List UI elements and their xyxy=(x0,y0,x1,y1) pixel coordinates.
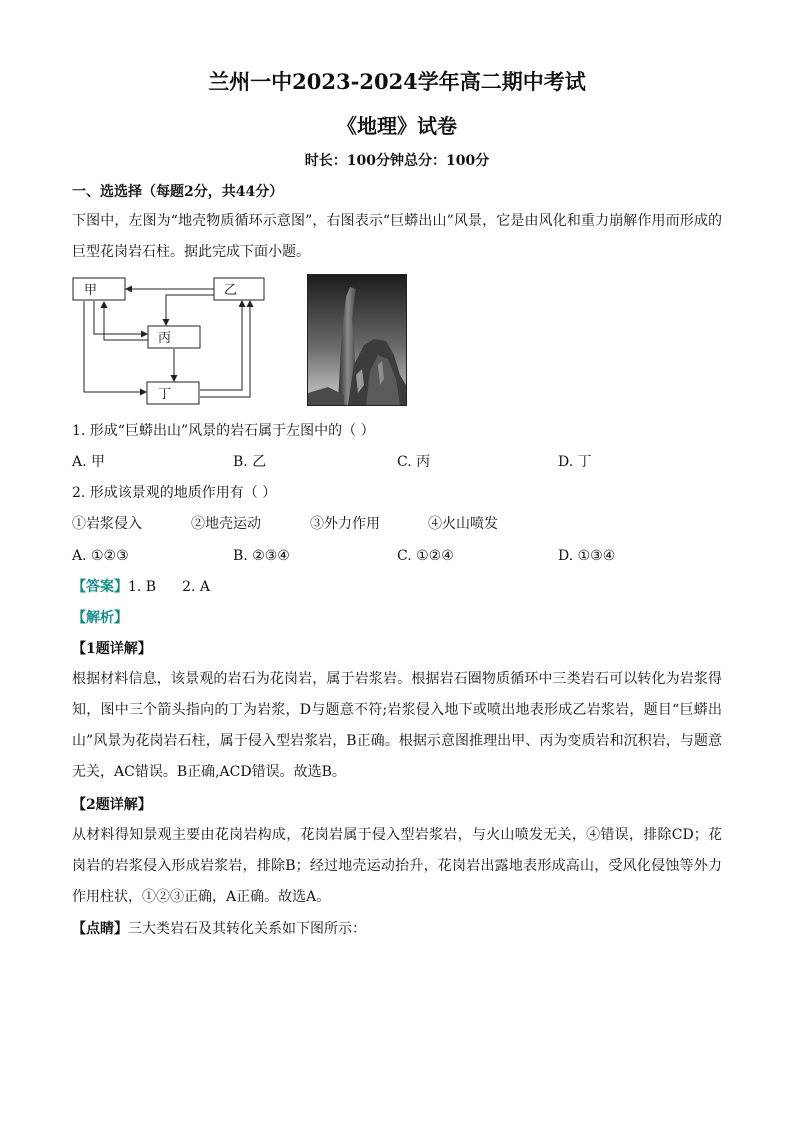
exam-title: 兰州一中2023-2024学年高二期中考试 xyxy=(208,69,586,94)
detail-2-label: 【2题详解】 xyxy=(72,797,152,813)
box-yi xyxy=(214,278,264,300)
tip-text: 三大类岩石及其转化关系如下图所示： xyxy=(128,921,366,937)
label-jia: 甲 xyxy=(84,283,98,298)
tip-line xyxy=(72,919,366,939)
exam-meta: 时长：100分钟总分：100分 xyxy=(304,153,490,169)
q2-option-c[interactable]: C. ①②④ xyxy=(397,548,454,564)
question-1-stem: 1. 形成“巨蟒出山”风景的岩石属于左图中的（ ） xyxy=(72,423,375,439)
answer-label: 【答案】 xyxy=(72,579,128,595)
label-bing: 丙 xyxy=(158,331,172,346)
section-heading: 一、选选择（每题2分，共44分） xyxy=(72,184,284,200)
detail-1-text: 根据材料信息，该景观的岩石为花岗岩，属于岩浆岩。根据岩石圈物质循环中三类岩石可以转化为岩浆得知，图中三个箭头指向的丁为岩浆，D与题意不符;岩浆侵入地下或喷出地表形成乙岩浆岩，题目“巨蟒出山”风景为花岗岩石柱，属于侵入型岩浆岩，B正确。根据示意图推理出甲、丙为变质岩和沉积岩，与题意无关，AC错误。B正确,ACD错误。故选B。 xyxy=(72,671,722,780)
label-ding: 丁 xyxy=(158,387,172,402)
rock-pillar-image xyxy=(308,275,406,405)
arrow-jia-to-bing xyxy=(94,301,147,334)
question-2-stem: 2. 形成该景观的地质作用有（ ） xyxy=(72,485,277,501)
rock-pillar-photo xyxy=(307,274,407,406)
arrow-yi-to-bing xyxy=(166,295,214,325)
q2-item-1: ①岩浆侵入 xyxy=(72,516,142,532)
q2-item-2: ②地壳运动 xyxy=(191,516,261,532)
q1-option-c[interactable]: C. 丙 xyxy=(397,454,431,470)
label-yi: 乙 xyxy=(224,283,238,298)
detail-2-text: 从材料得知景观主要由花岗岩构成，花岗岩属于侵入型岩浆岩，与火山喷发无关，④错误，排除CD；花岗岩的岩浆侵入形成岩浆岩，排除B；经过地壳运动抬升，花岗岩出露地表形成高山，受风化侵蚀等外力作用柱状，①②③正确，A正确。故选A。 xyxy=(72,827,722,905)
q2-item-3: ③外力作用 xyxy=(310,516,380,532)
box-ding xyxy=(147,382,199,404)
q2-option-a[interactable]: A. ①②③ xyxy=(72,548,129,564)
detail-1-label: 【1题详解】 xyxy=(72,641,152,657)
q2-option-b[interactable]: B. ②③④ xyxy=(233,548,290,564)
exam-subtitle: 《地理》试卷 xyxy=(337,114,457,138)
rock-cycle-diagram xyxy=(70,274,270,410)
q1-option-d[interactable]: D. 丁 xyxy=(558,454,592,470)
answer-2: 2. A xyxy=(182,579,211,595)
q2-option-d[interactable]: D. ①③④ xyxy=(558,548,616,564)
answer-1: 1. B xyxy=(128,579,157,595)
box-bing xyxy=(148,326,200,348)
analysis-label: 【解析】 xyxy=(72,610,128,626)
q1-option-b[interactable]: B. 乙 xyxy=(233,454,267,470)
tip-label: 【点睛】 xyxy=(72,921,128,937)
q1-option-a[interactable]: A. 甲 xyxy=(72,454,106,470)
answer-line xyxy=(72,577,210,597)
arrow-ding-to-yi-1 xyxy=(200,301,242,390)
q2-item-4: ④火山喷发 xyxy=(428,516,498,532)
box-jia xyxy=(73,278,125,300)
intro-paragraph: 下图中，左图为“地壳物质循环示意图”，右图表示“巨蟒出山”风景，它是由风化和重力崩解作用而形成的巨型花岗岩石柱。据此完成下面小题。 xyxy=(72,213,722,260)
arrow-jia-to-ding xyxy=(84,301,146,392)
